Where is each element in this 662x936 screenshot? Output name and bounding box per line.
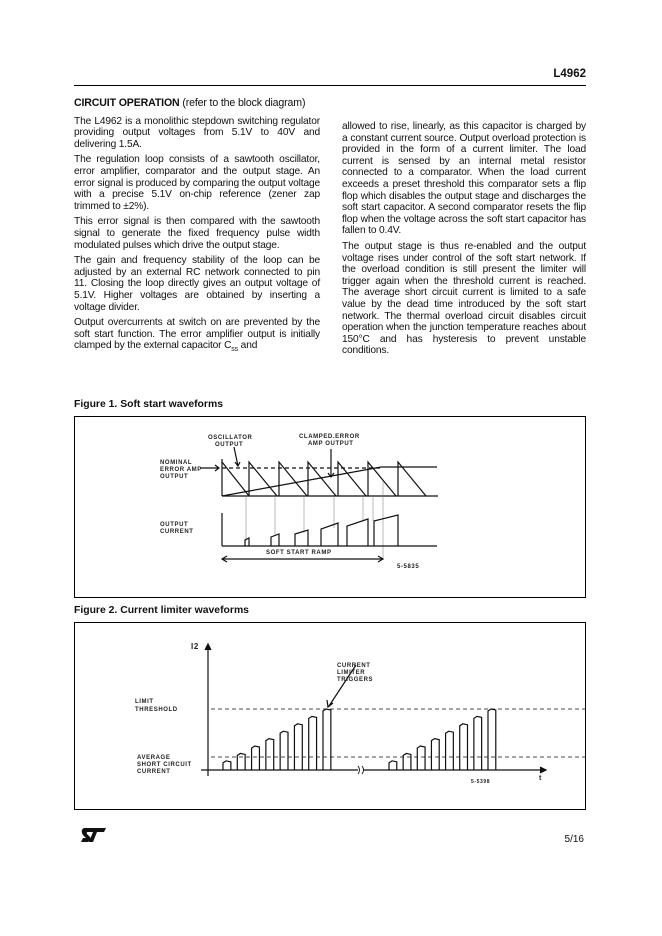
st-logo-icon	[80, 826, 108, 844]
pulses-group1	[223, 709, 331, 770]
figure2-caption: Figure 2. Current limiter waveforms	[74, 605, 249, 616]
label-t: t	[539, 775, 542, 782]
label-nominal: NOMINAL	[160, 460, 193, 466]
label-avg-current: CURRENT	[137, 769, 171, 775]
clamp-arrow	[328, 449, 334, 477]
label-threshold: THRESHOLD	[135, 707, 178, 713]
label-nominal-output: OUTPUT	[160, 474, 189, 480]
label-i2: I2	[191, 642, 199, 651]
right-column	[342, 121, 586, 361]
label-short-circuit: SHORT CIRCUIT	[137, 762, 192, 768]
figure1-code: 5-5835	[397, 564, 420, 570]
figure1-box	[74, 416, 586, 598]
section-heading	[74, 98, 320, 110]
label-clamped-error: CLAMPED.ERROR	[299, 434, 360, 440]
paragraph-text: Output overcurrents at switch on are prevented by the soft start function. The error amplifier output is initially clamped by the external capacitor	[74, 317, 320, 352]
guide-lines	[246, 481, 383, 559]
paragraph: The L4962 is a monolithic stepdown switching regulator providing output voltages from 5.1V to 40V and delivering 1.5A.	[74, 115, 320, 150]
output-pulses	[245, 515, 398, 546]
paragraph: This error signal is then compared with the sawtooth signal to generate the fixed frequency pulse width modulated pulses which drive the output stage.	[74, 216, 320, 251]
label-current-limiter-2: LIMITER	[337, 670, 366, 676]
osc-arrow	[234, 447, 240, 466]
soft-start-waveforms	[75, 417, 585, 597]
label-average: AVERAGE	[137, 755, 171, 761]
label-soft-start-ramp: SOFT START RAMP	[266, 550, 332, 556]
header-rule	[74, 85, 586, 86]
paragraph: The regulation loop consists of a sawtooth oscillator, error amplifier, comparator and the output stage. An error signal is produced by comparing the output voltage with a precise 5.1V on-chip reference (zener zap trimmed to ±2%).	[74, 154, 320, 212]
current-limiter-waveforms	[75, 623, 585, 809]
label-error-amp: ERROR AMP	[160, 467, 202, 473]
figure2-box	[74, 622, 586, 810]
paragraph	[74, 317, 320, 356]
figure1-caption: Figure 1. Soft start waveforms	[74, 399, 223, 410]
label-oscillator: OSCILLATOR	[208, 435, 253, 441]
paragraph: The gain and frequency stability of the loop can be adjusted by an external RC network connected to pin 11. Closing the loop directly gives an output voltage of 5.1V. Higher voltages are obtained by inserting a voltage divider.	[74, 255, 320, 313]
paragraph: allowed to rise, linearly, as this capacitor is charged by a constant current source. Output overload protection is provided in the form of a current limiter. The load current is sensed by an internal metal resistor connected to a comparator. When the load current exceeds a preset threshold this comparator sets a flip flop which disables the output stage and discharges the soft start capacitor. A second comparator resets the flip flop when the voltage across the soft start capacitor has fallen to 0.4V.	[342, 121, 586, 237]
part-number-header: L4962	[553, 68, 586, 80]
page-number: 5/16	[564, 834, 584, 845]
left-column	[74, 98, 320, 360]
paragraph-tail: and	[238, 340, 258, 352]
label-output: OUTPUT	[160, 522, 189, 528]
nominal-arrow	[201, 465, 219, 471]
css-symbol: C	[224, 340, 232, 352]
section-title: CIRCUIT OPERATION	[74, 97, 180, 109]
label-limit: LIMIT	[135, 699, 154, 705]
css-subscript: ss	[231, 346, 238, 354]
paragraph: The output stage is thus re-enabled and the output voltage rises under control of the soft start network. If the overload condition is still present the limiter will trigger again when the threshold current is reached. The average short circuit current is limited to a safe value by the dead time introduced by the soft start network. The thermal overload circuit disables circuit operation when the junction temperature reaches about 150°C and has hysteresis to prevent unstable conditions.	[342, 240, 586, 357]
label-current-limiter-1: CURRENT	[337, 663, 371, 669]
pulses-group2	[389, 709, 496, 770]
clamped-ramp	[222, 467, 381, 496]
label-current-limiter-3: TRIGGERS	[337, 677, 374, 683]
figure2-code: 5-5398	[471, 779, 491, 785]
section-note: (refer to the block diagram)	[182, 97, 306, 109]
label-amp-output: AMP OUTPUT	[308, 441, 354, 447]
st-logo	[80, 826, 108, 849]
axis-break	[358, 766, 364, 774]
label-oscillator-output: OUTPUT	[215, 442, 244, 448]
label-current: CURRENT	[160, 529, 194, 535]
